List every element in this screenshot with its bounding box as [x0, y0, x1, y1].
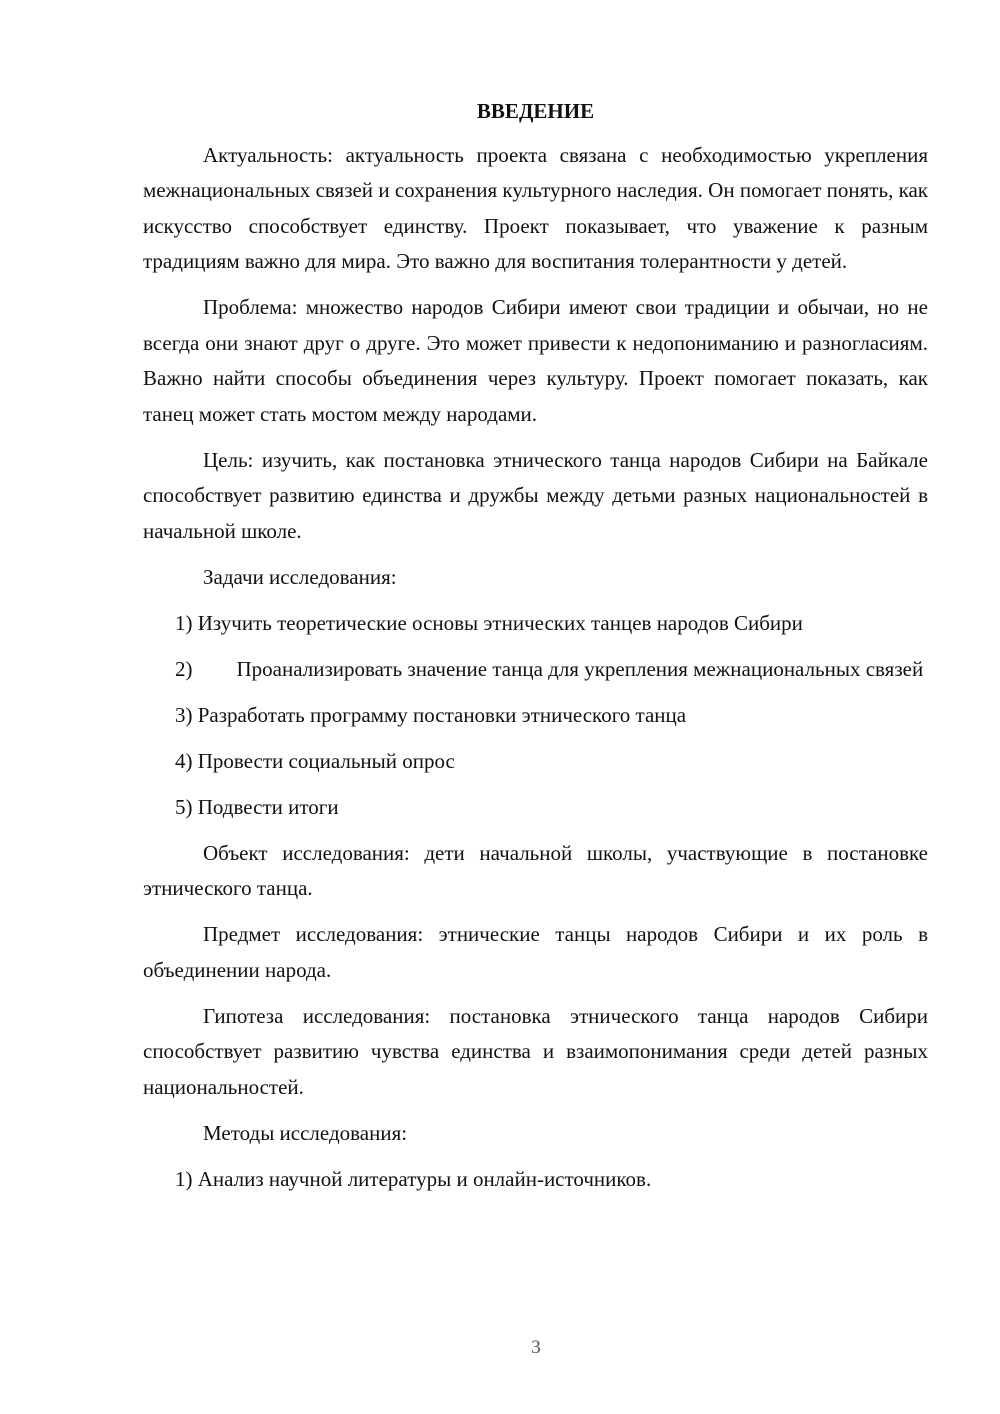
page-number: 3 [531, 1337, 541, 1358]
task-item-2 [143, 652, 928, 688]
task-item-4: 4) Провести социальный опрос [175, 748, 455, 773]
hypothesis-paragraph: Гипотеза исследования: постановка этнического танца народов Сибири способствует развитию чувства единства и взаимопонимания среди детей разных национальностей. [143, 1003, 928, 1099]
method-item-1: 1) Анализ научной литературы и онлайн-источников. [175, 1166, 652, 1191]
relevance-paragraph: Актуальность: актуальность проекта связана с необходимостью укрепления межнациональных связей и сохранения культурного наследия. Он помогает понять, как искусство способствует единству. Проект показывает, что уважение к разным традициям важно для мира. Это важно для воспитания толерантности у детей. [143, 142, 928, 273]
problem-paragraph: Проблема: множество народов Сибири имеют свои традиции и обычаи, но не всегда они знают друг о друге. Это может привести к недопониманию и разногласиям. Важно найти способы объединения через культуру. Проект помогает показать, как танец может стать мостом между народами. [143, 295, 928, 426]
task-item-1: 1) Изучить теоретические основы этнических танцев народов Сибири [175, 610, 803, 635]
methods-heading: Методы исследования: [203, 1120, 408, 1145]
task-item-2-text: Проанализировать значение танца для укрепления межнациональных связей [236, 656, 924, 681]
object-paragraph: Объект исследования: дети начальной школы, участвующие в постановке этнического танца. [143, 840, 928, 900]
task-item-5: 5) Подвести итоги [175, 794, 339, 819]
tasks-heading: Задачи исследования: [203, 564, 397, 589]
task-item-3: 3) Разработать программу постановки этнического танца [175, 702, 687, 727]
document-page [143, 95, 928, 1197]
page-title: ВВЕДЕНИЕ [476, 99, 595, 123]
subject-paragraph: Предмет исследования: этнические танцы народов Сибири и их роль в объединении народа. [143, 922, 928, 982]
goal-paragraph: Цель: изучить, как постановка этнического танца народов Сибири на Байкале способствует развитию единства и дружбы между детьми разных национальностей в начальной школе. [143, 447, 928, 543]
task-item-2-number: 2) [175, 656, 193, 681]
